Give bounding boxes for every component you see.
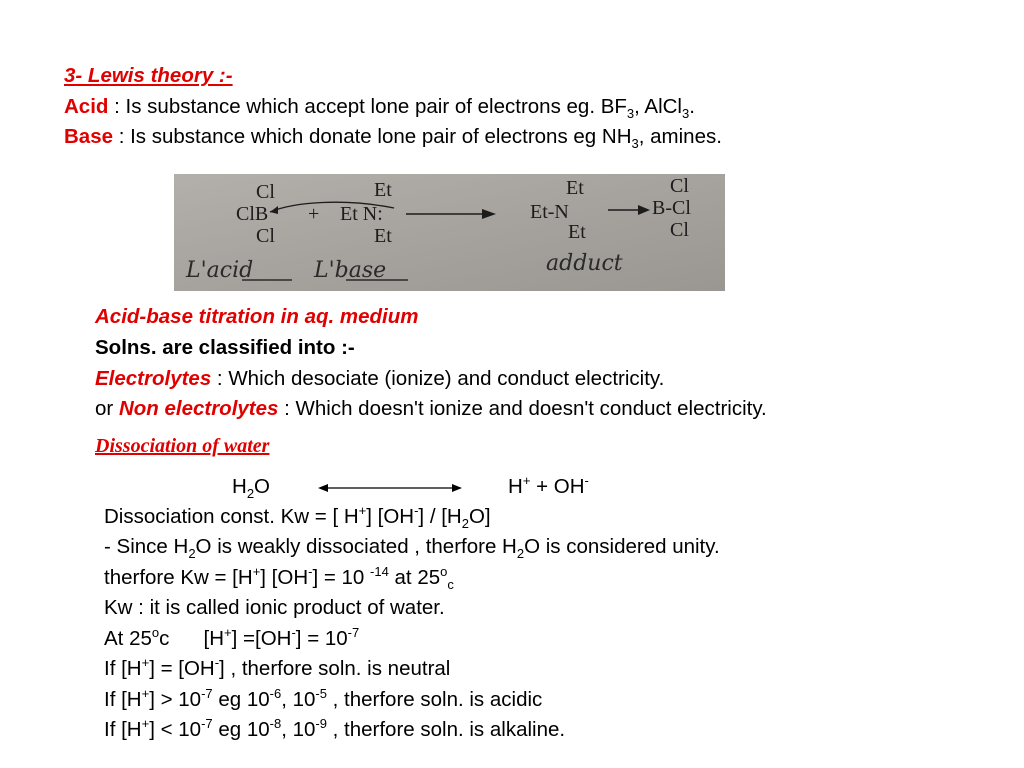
photo-clb: ClB bbox=[236, 203, 269, 225]
photo-et-top: Et bbox=[374, 179, 392, 201]
photo-prod-et-top: Et bbox=[566, 177, 584, 199]
photo-plus: + bbox=[308, 203, 320, 225]
water-heading-text: Dissociation of water bbox=[95, 435, 270, 457]
text-fragment: + bbox=[252, 564, 261, 580]
base-definition bbox=[64, 125, 722, 152]
text-fragment: , 10 bbox=[281, 718, 316, 741]
or-text: or bbox=[95, 397, 119, 420]
at25-line bbox=[104, 627, 359, 651]
text-fragment: + bbox=[224, 625, 232, 641]
text-fragment: ] , therfore soln. is neutral bbox=[219, 657, 451, 680]
text-fragment: + OH bbox=[530, 475, 585, 498]
text-fragment: eg 10 bbox=[212, 688, 270, 711]
acid-sub: 3 bbox=[626, 106, 635, 122]
text-fragment: ] / [H bbox=[418, 505, 462, 528]
electrolytes-label: Electrolytes bbox=[95, 367, 212, 390]
text-fragment: O is considered unity. bbox=[524, 535, 720, 558]
photo-prod-cl-top: Cl bbox=[670, 175, 689, 197]
lewis-heading-text: 3- Lewis theory :- bbox=[64, 64, 233, 87]
classified-line bbox=[95, 336, 355, 360]
text-fragment: O is weakly dissociated , therfore H bbox=[195, 535, 517, 558]
text-fragment: ] = 10 bbox=[295, 627, 348, 650]
text-fragment: ] =[OH bbox=[231, 627, 292, 650]
photo-prod-cl-bot: Cl bbox=[670, 219, 689, 241]
neutral-line bbox=[104, 657, 450, 681]
text-fragment: O] bbox=[468, 505, 491, 528]
hw-acid: L'acid bbox=[186, 258, 254, 283]
text-fragment: 2 bbox=[188, 546, 196, 562]
text-fragment: - bbox=[584, 473, 589, 489]
text-fragment: O bbox=[254, 475, 270, 498]
text-fragment: -8 bbox=[269, 716, 282, 732]
base-sub: 3 bbox=[631, 136, 639, 152]
text-fragment: -7 bbox=[201, 716, 213, 732]
text-fragment: ] > 10 bbox=[149, 688, 202, 711]
base-label: Base bbox=[64, 125, 114, 148]
acid-definition bbox=[64, 95, 695, 122]
photo-cl-top: Cl bbox=[256, 181, 275, 203]
text-fragment: + bbox=[358, 503, 367, 519]
photo-prod-etn: Et-N bbox=[530, 201, 569, 223]
text-fragment: At 25 bbox=[104, 627, 152, 650]
base-end: , amines. bbox=[638, 125, 722, 148]
text-fragment: -9 bbox=[315, 716, 327, 732]
hw-adduct: adduct bbox=[546, 251, 623, 276]
text-fragment: ] [OH bbox=[366, 505, 415, 528]
text-fragment: 2 bbox=[461, 516, 469, 532]
text-fragment: ] = [OH bbox=[149, 657, 215, 680]
unity-line bbox=[104, 535, 720, 562]
classified-text: Solns. are classified into :- bbox=[95, 336, 355, 359]
kw-value-line bbox=[104, 564, 454, 593]
text-fragment: If [H bbox=[104, 657, 142, 680]
hw-base: L'base bbox=[314, 258, 387, 283]
text-fragment: + bbox=[141, 655, 150, 671]
text-fragment: + bbox=[141, 686, 150, 702]
text-fragment: -7 bbox=[201, 686, 213, 702]
text-fragment: c [H bbox=[159, 627, 225, 650]
text-fragment: o bbox=[440, 564, 448, 580]
text-fragment: + bbox=[522, 473, 531, 489]
text-fragment: - bbox=[308, 564, 313, 580]
acid-sub: 3 bbox=[682, 106, 690, 122]
acid-end: . bbox=[689, 95, 695, 118]
text-fragment: , therfore soln. is alkaline. bbox=[326, 718, 566, 741]
text-fragment: -5 bbox=[315, 686, 327, 702]
photo-cl-bot: Cl bbox=[256, 225, 275, 247]
eq-left bbox=[232, 475, 270, 502]
text-fragment: Dissociation const. Kw = [ H bbox=[104, 505, 359, 528]
acid-label: Acid bbox=[64, 95, 109, 118]
text-fragment: If [H bbox=[104, 718, 142, 741]
kw-definition bbox=[104, 503, 491, 532]
text-fragment: 2 bbox=[516, 546, 525, 562]
text-fragment: - Since H bbox=[104, 535, 189, 558]
text-fragment: -7 bbox=[347, 625, 360, 641]
text-fragment: ] < 10 bbox=[149, 718, 202, 741]
water-heading bbox=[95, 434, 269, 458]
eq-right bbox=[508, 475, 589, 499]
equilibrium-arrow bbox=[318, 480, 462, 496]
water-equation bbox=[0, 475, 1024, 501]
text-fragment: at 25 bbox=[388, 566, 441, 589]
text-fragment: -14 bbox=[370, 564, 389, 580]
text-fragment: 2 bbox=[246, 486, 255, 502]
text-fragment: ] = 10 bbox=[312, 566, 371, 589]
lewis-heading bbox=[64, 64, 233, 88]
text-fragment: ] [OH bbox=[260, 566, 309, 589]
acid-mid: , AlCl bbox=[634, 95, 682, 118]
text-fragment: - bbox=[291, 625, 296, 641]
titration-heading bbox=[95, 305, 419, 329]
text-fragment: Kw : it is called ionic product of water. bbox=[104, 596, 445, 619]
non-electrolytes-text: : Which doesn't ionize and doesn't conduct electricity. bbox=[278, 397, 767, 420]
electrolytes-line bbox=[95, 367, 664, 391]
text-fragment: H bbox=[232, 475, 247, 498]
text-fragment: o bbox=[151, 625, 160, 641]
text-fragment: - bbox=[414, 503, 419, 519]
electrolytes-text: : Which desociate (ionize) and conduct electricity. bbox=[211, 367, 665, 390]
photo-etn: Et N: bbox=[340, 203, 383, 225]
text-fragment: -6 bbox=[269, 686, 282, 702]
alkaline-line bbox=[104, 718, 565, 742]
photo-et-bot: Et bbox=[374, 225, 392, 247]
non-electrolytes-line bbox=[95, 397, 767, 421]
text-fragment: therfore Kw = [H bbox=[104, 566, 253, 589]
reaction-photo bbox=[174, 174, 725, 291]
text-fragment: , 10 bbox=[281, 688, 316, 711]
photo-prod-et-bot: Et bbox=[568, 221, 586, 243]
photo-prod-bcl: B-Cl bbox=[652, 197, 691, 219]
acidic-line bbox=[104, 688, 542, 712]
base-text: : Is substance which donate lone pair of electrons eg NH bbox=[113, 125, 632, 148]
text-fragment: eg 10 bbox=[212, 718, 270, 741]
text-fragment: + bbox=[141, 716, 150, 732]
ionic-product-line bbox=[104, 596, 445, 620]
text-fragment: , therfore soln. is acidic bbox=[326, 688, 543, 711]
text-fragment: - bbox=[214, 655, 220, 671]
titration-heading-text: Acid-base titration in aq. medium bbox=[95, 305, 419, 328]
non-electrolytes-label: Non electrolytes bbox=[118, 397, 279, 420]
text-fragment: H bbox=[508, 475, 523, 498]
text-fragment: c bbox=[447, 577, 454, 593]
text-fragment: If [H bbox=[104, 688, 142, 711]
acid-text: : Is substance which accept lone pair of electrons eg. BF bbox=[108, 95, 627, 118]
